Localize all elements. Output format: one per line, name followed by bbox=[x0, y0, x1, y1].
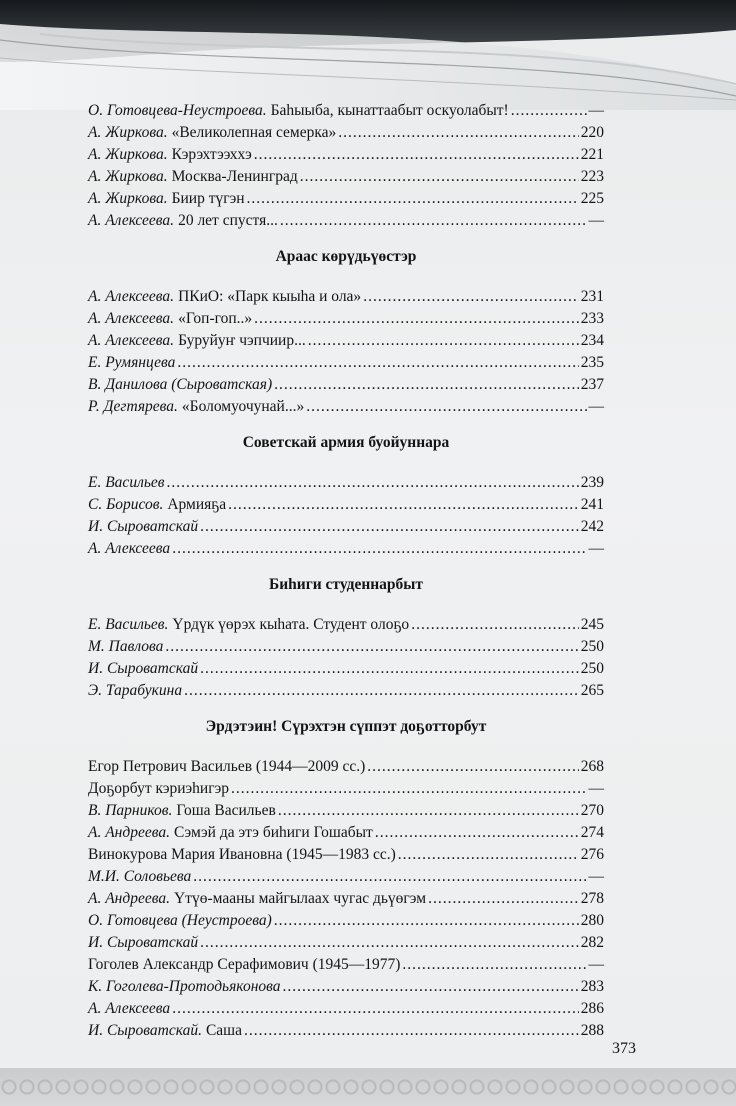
dot-leader bbox=[274, 374, 579, 396]
entry-title: Сэмэй да этэ биһиги Гошабыт bbox=[173, 824, 373, 841]
section-heading: Советскай армия буойуннара bbox=[242, 434, 450, 451]
dot-leader bbox=[280, 210, 587, 232]
entry-page-number: 276 bbox=[580, 846, 604, 863]
dot-leader bbox=[375, 822, 579, 844]
toc-entry bbox=[88, 1020, 604, 1042]
dot-leader bbox=[411, 614, 579, 636]
toc-entry bbox=[88, 516, 604, 538]
dot-leader bbox=[254, 144, 579, 166]
entry-author: О. Готовцева (Неустроева) bbox=[88, 912, 272, 929]
toc-entry bbox=[88, 538, 604, 560]
entry-author: Е. Васильев bbox=[88, 474, 165, 491]
dot-leader bbox=[172, 538, 586, 560]
page-number: 373 bbox=[612, 1040, 636, 1057]
entry-author: М. Павлова bbox=[88, 638, 164, 655]
entry-page-number: 234 bbox=[580, 332, 604, 349]
toc-entry bbox=[88, 352, 604, 374]
dot-leader bbox=[193, 866, 586, 888]
entry-author: А. Жиркова. bbox=[88, 146, 168, 163]
ornamental-bottom-border bbox=[0, 1068, 736, 1106]
entry-author: В. Данилова (Сыроватская) bbox=[88, 376, 273, 393]
toc-entry bbox=[88, 910, 604, 932]
toc-entry bbox=[88, 144, 604, 166]
entry-page-number: 288 bbox=[580, 1022, 604, 1039]
dot-leader bbox=[247, 188, 579, 210]
entry-title: Кэрэхтээххэ bbox=[171, 146, 252, 163]
entry-author: А. Алексеева. bbox=[88, 212, 175, 229]
toc-entry bbox=[88, 866, 604, 888]
entry-page-number: — bbox=[588, 780, 604, 797]
entry-page-number: 274 bbox=[580, 824, 604, 841]
toc-entry bbox=[88, 954, 604, 976]
entry-author: В. Парников. bbox=[88, 802, 173, 819]
entry-author: И. Сыроватскай bbox=[88, 660, 199, 677]
entry-page-number: 221 bbox=[580, 146, 604, 163]
dot-leader bbox=[338, 122, 578, 144]
dot-leader bbox=[200, 516, 579, 538]
dot-leader bbox=[511, 100, 587, 122]
entry-author: А. Алексеева. bbox=[88, 310, 175, 327]
entry-author: С. Борисов. bbox=[88, 496, 164, 513]
dot-leader bbox=[254, 308, 579, 330]
toc-entry bbox=[88, 330, 604, 352]
entry-page-number: 278 bbox=[580, 890, 604, 907]
section-heading: Эрдэтэин! Сүрэхтэн сүппэт доҕотторбут bbox=[205, 718, 487, 735]
entry-title: Гоша Васильев bbox=[176, 802, 276, 819]
entry-author: И. Сыроватскай bbox=[88, 518, 199, 535]
dot-leader bbox=[398, 844, 579, 866]
toc-entry bbox=[88, 756, 604, 778]
entry-author: К. Гоголева-Протодьяконова bbox=[88, 978, 281, 995]
dot-leader bbox=[283, 976, 579, 998]
entry-title: «Великолепная семерка» bbox=[171, 124, 337, 141]
dot-leader bbox=[306, 396, 586, 418]
dot-leader bbox=[200, 932, 579, 954]
toc-entry bbox=[88, 122, 604, 144]
entry-author: А. Алексеева. bbox=[88, 288, 175, 305]
dot-leader bbox=[165, 636, 578, 658]
entry-author: Р. Дегтярева. bbox=[88, 398, 178, 415]
toc-entry bbox=[88, 800, 604, 822]
entry-page-number: 268 bbox=[580, 758, 604, 775]
entry-page-number: 241 bbox=[580, 496, 604, 513]
entry-page-number: 220 bbox=[580, 124, 604, 141]
dot-leader bbox=[228, 494, 579, 516]
entry-author: А. Алексеева bbox=[88, 1000, 171, 1017]
dot-leader bbox=[231, 778, 587, 800]
dot-leader bbox=[363, 286, 579, 308]
entry-author: А. Жиркова. bbox=[88, 190, 168, 207]
toc-entry bbox=[88, 286, 604, 308]
toc-entry bbox=[88, 658, 604, 680]
toc-entry bbox=[88, 494, 604, 516]
dot-leader bbox=[167, 472, 579, 494]
entry-author: А. Алексеева. bbox=[88, 332, 175, 349]
toc-entry bbox=[88, 100, 604, 122]
entry-page-number: 282 bbox=[580, 934, 604, 951]
entry-title: Доҕорбут кэриэһигэр bbox=[88, 780, 229, 797]
section-heading: Биһиги студеннарбыт bbox=[268, 576, 424, 593]
entry-title: ПКиО: «Парк кыыһа и ола» bbox=[178, 288, 362, 305]
dot-leader bbox=[428, 888, 579, 910]
toc-entry bbox=[88, 680, 604, 702]
entry-title: Гоголев Александр Серафимович (1945—1977) bbox=[88, 956, 401, 973]
toc-entry bbox=[88, 888, 604, 910]
dot-leader bbox=[367, 756, 579, 778]
table-of-contents bbox=[88, 100, 604, 1042]
entry-page-number: — bbox=[588, 212, 604, 229]
entry-author: Э. Тарабукина bbox=[88, 682, 183, 699]
entry-page-number: 245 bbox=[580, 616, 604, 633]
toc-entry bbox=[88, 998, 604, 1020]
entry-author: Е. Васильев. bbox=[88, 616, 169, 633]
toc-entry bbox=[88, 396, 604, 418]
entry-title: «Боломуочунай...» bbox=[181, 398, 305, 415]
entry-page-number: 239 bbox=[580, 474, 604, 491]
dot-leader bbox=[300, 166, 579, 188]
entry-title: «Гоп-гоп..» bbox=[178, 310, 253, 327]
entry-page-number: — bbox=[588, 956, 604, 973]
toc-entry bbox=[88, 976, 604, 998]
dot-leader bbox=[172, 998, 579, 1020]
entry-page-number: — bbox=[588, 398, 604, 415]
entry-page-number: 280 bbox=[580, 912, 604, 929]
toc-entry bbox=[88, 636, 604, 658]
entry-page-number: 250 bbox=[580, 638, 604, 655]
entry-page-number: 231 bbox=[580, 288, 604, 305]
toc-entry bbox=[88, 932, 604, 954]
dot-leader bbox=[402, 954, 586, 976]
dot-leader bbox=[308, 330, 579, 352]
dot-leader bbox=[274, 910, 579, 932]
entry-title: Баһыыба, кынаттаабыт оскуолабыт! bbox=[270, 102, 509, 119]
dot-leader bbox=[200, 658, 579, 680]
entry-title: Саша bbox=[205, 1022, 243, 1039]
entry-author: А. Андреева. bbox=[88, 890, 170, 907]
entry-author: И. Сыроватскай. bbox=[88, 1022, 202, 1039]
toc-entry bbox=[88, 188, 604, 210]
entry-author: А. Жиркова. bbox=[88, 124, 168, 141]
dot-leader bbox=[177, 352, 578, 374]
toc-entry bbox=[88, 374, 604, 396]
section-heading: Араас көрүдьүөстэр bbox=[275, 248, 417, 265]
entry-author: М.И. Соловьева bbox=[88, 868, 192, 885]
header-swoosh-decoration bbox=[0, 0, 736, 110]
entry-title: Үтүө-мааны майгылаах чугас дьүөгэм bbox=[173, 890, 427, 907]
toc-entry bbox=[88, 210, 604, 232]
dot-leader bbox=[244, 1020, 579, 1042]
entry-page-number: 286 bbox=[580, 1000, 604, 1017]
entry-page-number: 235 bbox=[580, 354, 604, 371]
entry-page-number: 283 bbox=[580, 978, 604, 995]
toc-entry bbox=[88, 166, 604, 188]
dot-leader bbox=[278, 800, 579, 822]
dot-leader bbox=[184, 680, 579, 702]
entry-page-number: 225 bbox=[580, 190, 604, 207]
entry-page-number: — bbox=[588, 868, 604, 885]
entry-page-number: 270 bbox=[580, 802, 604, 819]
toc-entry bbox=[88, 822, 604, 844]
toc-entry bbox=[88, 308, 604, 330]
toc-entry bbox=[88, 614, 604, 636]
entry-author: А. Алексеева bbox=[88, 540, 171, 557]
entry-author: Е. Румянцева bbox=[88, 354, 176, 371]
entry-title: Үрдүк үөрэх кыһата. Студент олоҕо bbox=[172, 616, 410, 633]
entry-author: А. Андреева. bbox=[88, 824, 170, 841]
entry-title: Биир түгэн bbox=[171, 190, 245, 207]
entry-page-number: 237 bbox=[580, 376, 604, 393]
entry-author: О. Готовцева-Неустроева. bbox=[88, 102, 267, 119]
entry-page-number: — bbox=[588, 102, 604, 119]
entry-title: Армияҕа bbox=[167, 496, 227, 513]
entry-author: А. Жиркова. bbox=[88, 168, 168, 185]
entry-title: Буруйуҥ чэпчиир... bbox=[178, 332, 306, 349]
entry-page-number: 250 bbox=[580, 660, 604, 677]
entry-page-number: 223 bbox=[580, 168, 604, 185]
entry-page-number: 233 bbox=[580, 310, 604, 327]
toc-entry bbox=[88, 778, 604, 800]
entry-page-number: 265 bbox=[580, 682, 604, 699]
entry-title: Москва-Ленинград bbox=[171, 168, 298, 185]
entry-title: Винокурова Мария Ивановна (1945—1983 сс.) bbox=[88, 846, 396, 863]
entry-title: Егор Петрович Васильев (1944—2009 сс.) bbox=[88, 758, 366, 775]
entry-page-number: — bbox=[588, 540, 604, 557]
entry-author: И. Сыроватскай bbox=[88, 934, 199, 951]
entry-page-number: 242 bbox=[580, 518, 604, 535]
entry-title: 20 лет спустя... bbox=[178, 212, 278, 229]
toc-entry bbox=[88, 472, 604, 494]
toc-entry bbox=[88, 844, 604, 866]
